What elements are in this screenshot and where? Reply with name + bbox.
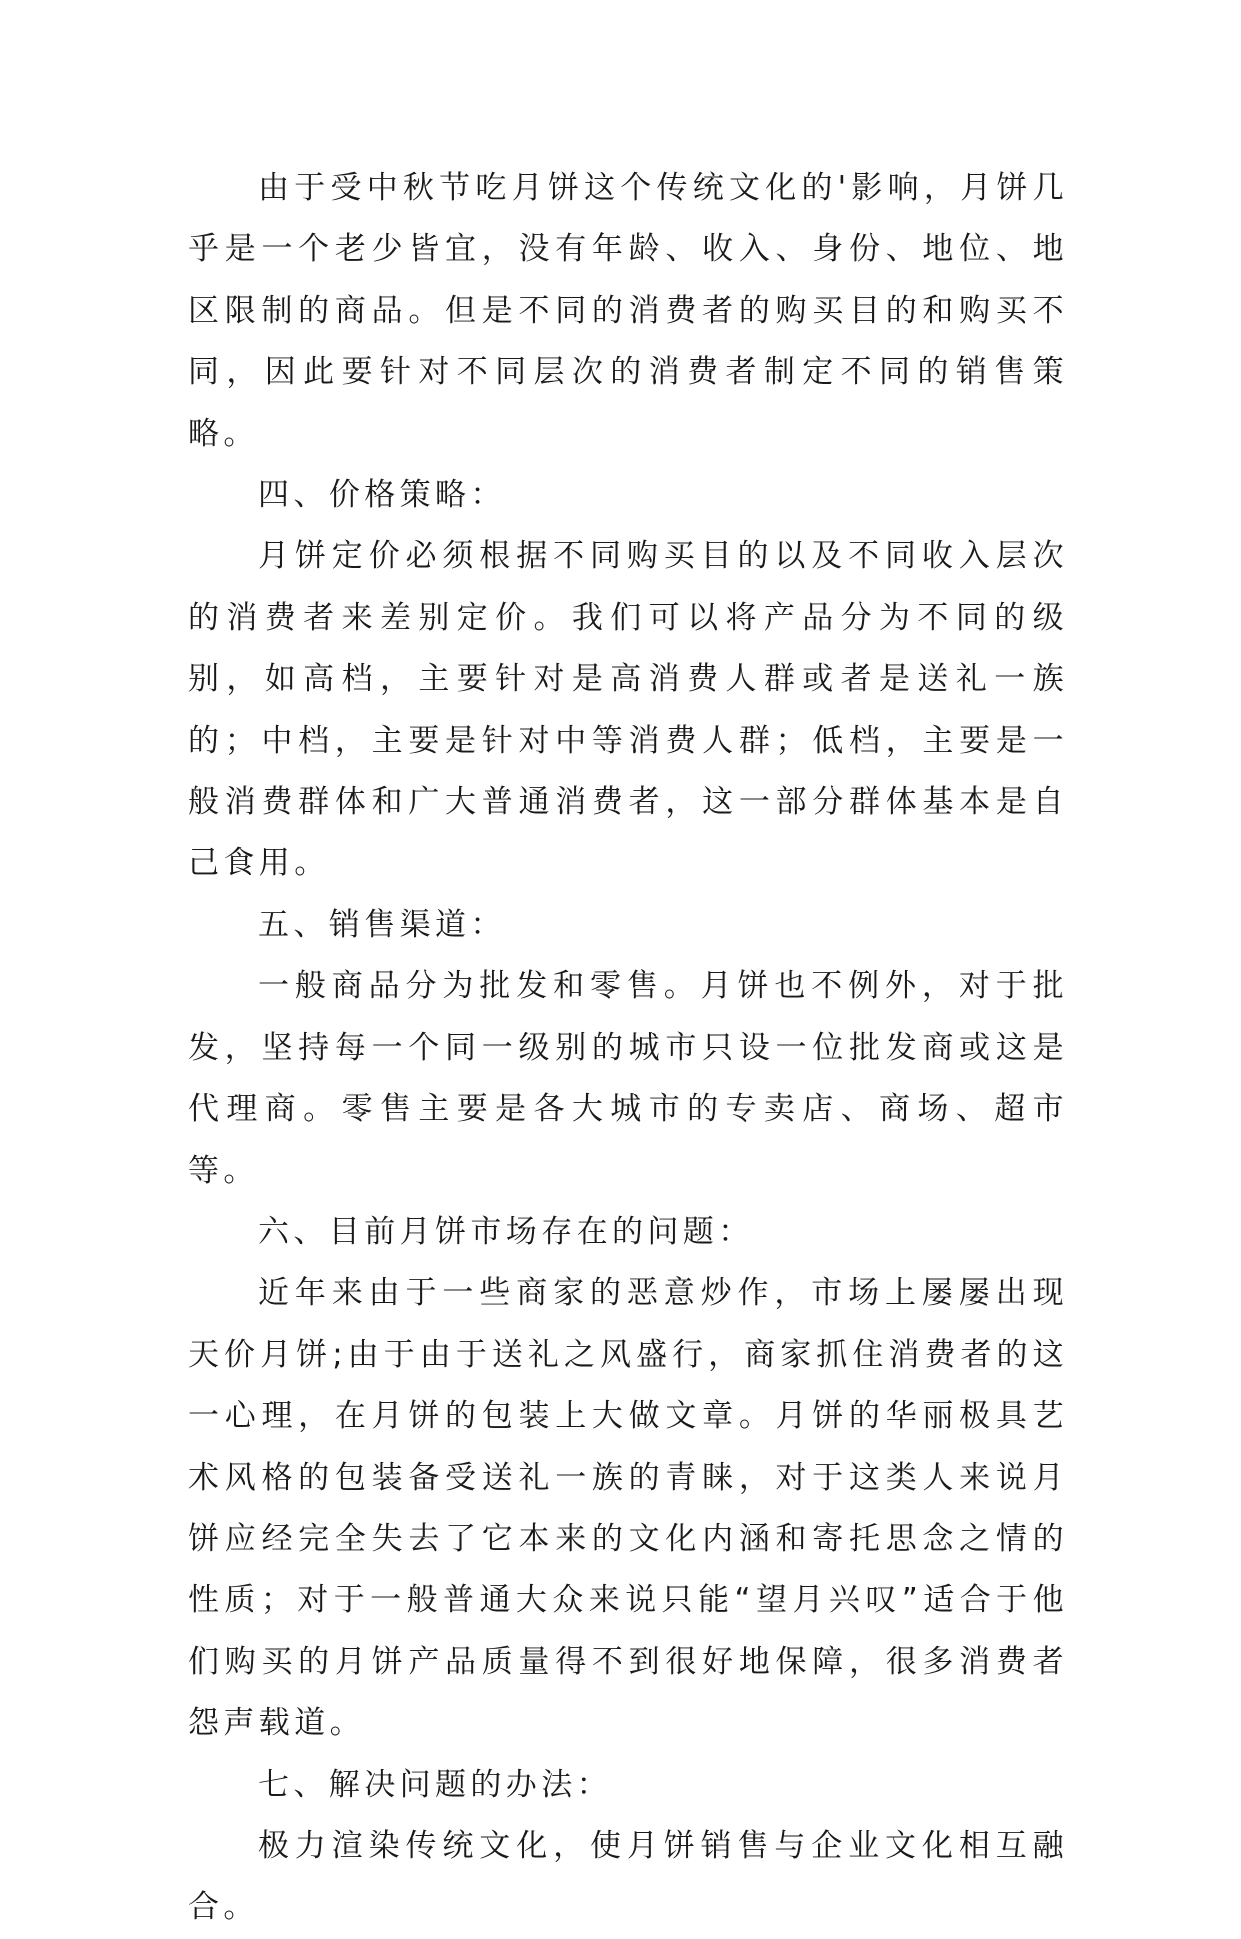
paragraph-market-problems: 近年来由于一些商家的恶意炒作，市场上屡屡出现天价月饼;由于由于送礼之风盛行，商家抓住消费者的这一心理，在月饼的包装上大做文章。月饼的华丽极具艺术风格的包装备受送礼一族的青睐，对于这类人来说月饼应经完全失去了它本来的文化内涵和寄托思念之情的性质；对于一般普通大众来说只能“望月兴叹”适合于他们购买的月饼产品质量得不到很好地保障，很多消费者怨声载道。: [188, 1275, 1068, 1742]
paragraph-sales-channels: 一般商品分为批发和零售。月饼也不例外，对于批发，坚持每一个同一级别的城市只设一位批发商或这是代理商。零售主要是各大城市的专卖店、商场、超市等。: [188, 968, 1068, 1189]
document-body: [188, 158, 1068, 1939]
heading-solutions: 七、解决问题的办法：: [258, 1766, 612, 1803]
heading-pricing-strategy: 四、价格策略：: [258, 477, 506, 514]
paragraph-consumer-groups: 由于受中秋节吃月饼这个传统文化的'影响，月饼几乎是一个老少皆宜，没有年龄、收入、身份、地位、地区限制的商品。但是不同的消费者的购买目的和购买不同，因此要针对不同层次的消费者制定不同的销售策略。: [188, 170, 1068, 452]
heading-market-problems: 六、目前月饼市场存在的问题：: [258, 1213, 754, 1250]
heading-sales-channels: 五、销售渠道：: [258, 906, 506, 943]
paragraph-solutions: 极力渲染传统文化，使月饼销售与企业文化相互融合。: [188, 1827, 1068, 1926]
paragraph-pricing: 月饼定价必须根据不同购买目的以及不同收入层次的消费者来差别定价。我们可以将产品分为不同的级别，如高档，主要针对是高消费人群或者是送礼一族的；中档，主要是针对中等消费人群；低档，主要是一般消费群体和广大普通消费者，这一部分群体基本是自己食用。: [188, 538, 1068, 882]
